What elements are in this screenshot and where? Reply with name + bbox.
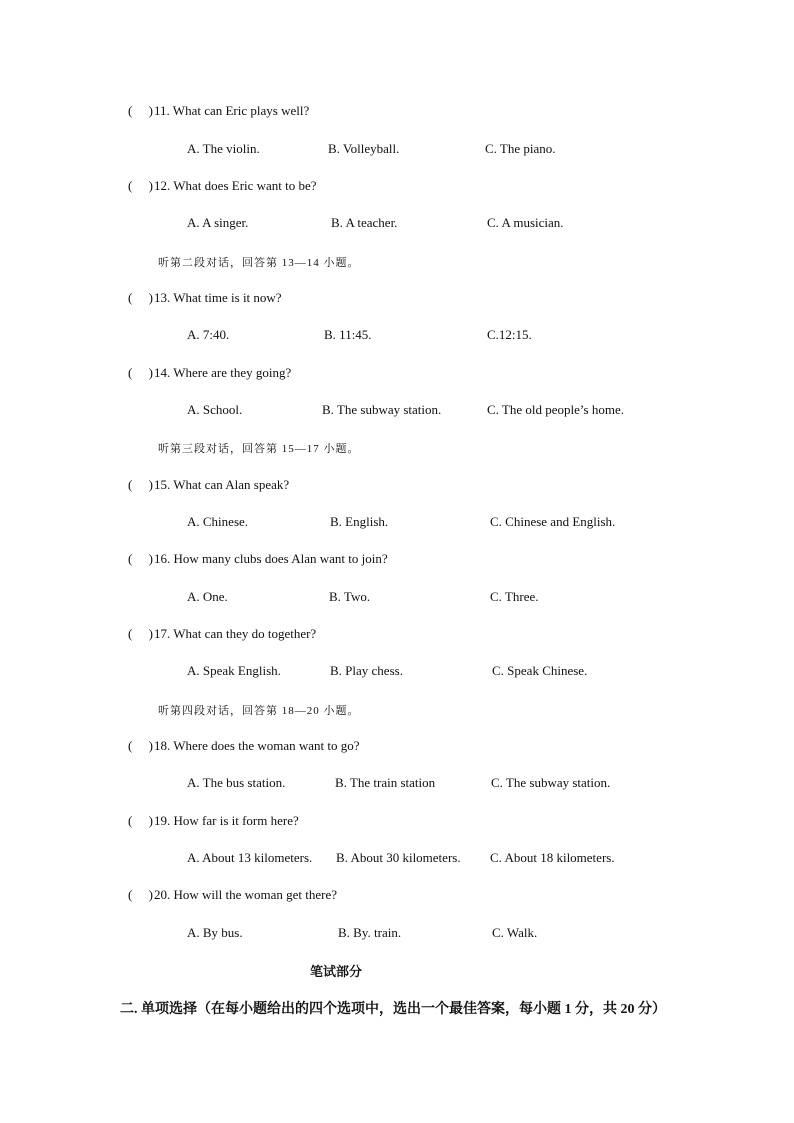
section-note: 听第四段对话，回答第 18—20 小题。 <box>158 705 360 717</box>
answer-blank[interactable]: ( ) <box>128 477 153 492</box>
answer-blank[interactable]: ( ) <box>128 103 153 118</box>
answer-blank[interactable]: ( ) <box>128 290 153 305</box>
question-19: ( )19. How far is it form here? <box>128 813 299 828</box>
answer-blank[interactable]: ( ) <box>128 626 153 641</box>
answer-blank[interactable]: ( ) <box>128 178 153 193</box>
question-stem: What can Eric plays well? <box>172 103 310 118</box>
option-b: B. About 30 kilometers. <box>336 850 461 865</box>
option-c: C. Speak Chinese. <box>492 663 588 678</box>
option-b: B. 11:45. <box>324 327 372 342</box>
question-12: ( )12. What does Eric want to be? <box>128 178 317 193</box>
option-c: C.12:15. <box>487 327 532 342</box>
question-number: 14 <box>154 365 167 380</box>
option-c: C. Chinese and English. <box>490 514 616 529</box>
question-stem: What time is it now? <box>173 290 282 305</box>
question-stem: Where are they going? <box>173 365 292 380</box>
question-14: ( )14. Where are they going? <box>128 365 292 380</box>
question-11: ( )11. What can Eric plays well? <box>128 103 310 118</box>
option-a: A. A singer. <box>187 215 249 230</box>
question-number: 17 <box>154 626 167 641</box>
question-number: 20 <box>154 887 167 902</box>
question-number: 12 <box>154 178 167 193</box>
option-a: A. 7:40. <box>187 327 230 342</box>
option-b: B. Two. <box>329 589 371 604</box>
option-a: A. The violin. <box>187 141 260 156</box>
question-number: 11 <box>154 103 167 118</box>
written-section-title: 笔试部分 <box>310 964 363 979</box>
option-a: A. Speak English. <box>187 663 281 678</box>
option-a: A. School. <box>187 402 243 417</box>
question-stem: Where does the woman want to go? <box>173 738 360 753</box>
option-b: B. By. train. <box>338 925 402 940</box>
option-c: C. The piano. <box>485 141 556 156</box>
option-b: B. English. <box>330 514 389 529</box>
option-b: B. A teacher. <box>331 215 398 230</box>
option-a: A. Chinese. <box>187 514 249 529</box>
answer-blank[interactable]: ( ) <box>128 813 153 828</box>
option-c: C. A musician. <box>487 215 564 230</box>
answer-blank[interactable]: ( ) <box>128 551 153 566</box>
question-stem: What can Alan speak? <box>173 477 290 492</box>
section-note: 听第二段对话，回答第 13—14 小题。 <box>158 257 360 269</box>
question-stem: How far is it form here? <box>173 813 299 828</box>
option-b: B. Volleyball. <box>328 141 400 156</box>
question-16: ( )16. How many clubs does Alan want to join? <box>128 551 388 566</box>
question-20: ( )20. How will the woman get there? <box>128 887 338 902</box>
question-stem: What can they do together? <box>173 626 317 641</box>
option-b: B. The train station <box>335 775 436 790</box>
option-c: C. About 18 kilometers. <box>490 850 615 865</box>
option-a: A. The bus station. <box>187 775 286 790</box>
answer-blank[interactable]: ( ) <box>128 365 153 380</box>
question-number: 16 <box>154 551 167 566</box>
option-a: A. One. <box>187 589 228 604</box>
question-18: ( )18. Where does the woman want to go? <box>128 738 360 753</box>
question-number: 18 <box>154 738 167 753</box>
part-two-heading: 二. 单项选择（在每小题给出的四个选项中，选出一个最佳答案，每小题 1 分，共 20 分） <box>120 1002 666 1017</box>
answer-blank[interactable]: ( ) <box>128 738 153 753</box>
question-number: 15 <box>154 477 167 492</box>
answer-blank[interactable]: ( ) <box>128 887 153 902</box>
option-c: C. Three. <box>490 589 539 604</box>
option-c: C. Walk. <box>492 925 538 940</box>
option-b: B. Play chess. <box>330 663 403 678</box>
question-17: ( )17. What can they do together? <box>128 626 317 641</box>
option-b: B. The subway station. <box>322 402 442 417</box>
question-stem: How will the woman get there? <box>173 887 338 902</box>
question-13: ( )13. What time is it now? <box>128 290 282 305</box>
option-a: A. About 13 kilometers. <box>187 850 313 865</box>
question-15: ( )15. What can Alan speak? <box>128 477 290 492</box>
section-note: 听第三段对话，回答第 15—17 小题。 <box>158 443 360 455</box>
option-a: A. By bus. <box>187 925 243 940</box>
question-stem: How many clubs does Alan want to join? <box>173 551 388 566</box>
question-number: 13 <box>154 290 167 305</box>
question-number: 19 <box>154 813 167 828</box>
option-c: C. The old people’s home. <box>487 402 624 417</box>
question-stem: What does Eric want to be? <box>173 178 317 193</box>
option-c: C. The subway station. <box>491 775 611 790</box>
